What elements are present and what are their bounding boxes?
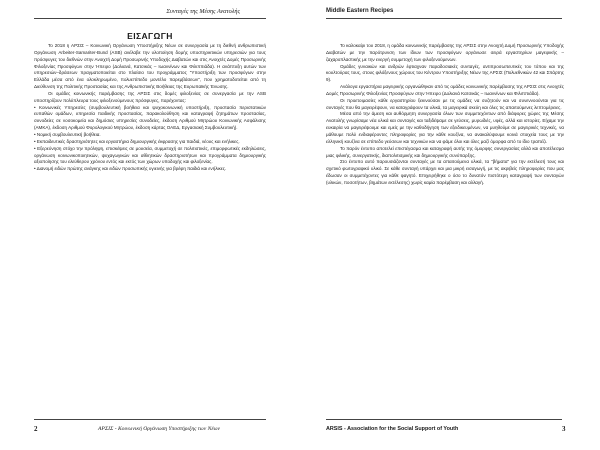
footer-rule	[34, 419, 266, 420]
header-rule	[326, 18, 562, 19]
bullet-item: • Νομική συμβουλευτική βοήθεια.	[34, 131, 101, 137]
running-head: Συνταγές της Μέσης Ανατολής	[166, 8, 240, 15]
paragraph: Ομάδες γυναικών και ανδρών έφτιαχναν παραδοσιακές συνταγές, αντιπροσωπευτικές του τόπου και της κουλτούρας τους, στους φιλόξενους χώρους του Κέντρου Υποστήριξης Νέων της ΑΡΣΙΣ (Πολυεθνικών 42 και Σπάρτης 9).	[326, 63, 564, 83]
paragraph: Στο έντυπο αυτό παρουσιάζονται συνταγές με τα απαιτούμενα υλικά, τα "βήματα" για την εκτέλεσή τους και σχετικό φωτογραφικό υλικό. Σε κάθε συνταγή υπάρχει και μια μικρή εισαγωγή, με τις ακριβείς πληροφορίες που μας έδωσαν οι συμμετέχοντες για κάθε φαγητό. Επιχειρήθηκε ο όσο το δυνατόν πιστότερη καταγραφή των συνταγών (υλικών, ποσοτήτων, βημάτων εκτέλεσης) χωρίς καμία παρέμβαση και αλλαγή.	[326, 159, 564, 185]
right-page	[300, 0, 600, 450]
paragraph: Ανάλογα εργαστήρια μαγειρικής οργανώθηκαν από τις ομάδες κοινωνικής παρέμβασης της ΑΡΣΙΣ στις Ανοιχτές Δομές Προσωρινής Φιλοξενίας Προσφύγων στην Ήπειρο (Δολιανά Κατσικάς – Ιωαννίνων και Φιλιππιάδα).	[326, 84, 565, 96]
paragraph: Το 2018 η ΑΡΣΙΣ – Κοινωνική Οργάνωση Υποστήριξης Νέων σε συνεργασία με τη διεθνή ανθρωπιστική Οργάνωση Arbeiter-Samariter-Bund (ASB) ανέλαβε την υλοποίηση δομής υποστηρικτικών υπηρεσιών για τους πρόσφυγες του διεθνών στην Ανοιχτή Δομή Προσωρινής Υποδοχής Διαβατών και στις Ανοιχτές Δομές Προσωρινής Φιλοξενίας Προσφύγων στην Ήπειρο (Δολιανά, Κατσικάς – Ιωαννίνων και Φιλιππιάδα). Η ανάπτυξη αυτών των υπηρεσιών–δράσεων πραγματοποιείται στο πλαίσιο του προγράμματος "Υποστήριξη των προσφύγων στην Ελλάδα μέσα από ένα ολοκληρωμένο, πολυεπίπεδο μοντέλο παρεμβάσεων", που χρηματοδοτείται από τη Διεύθυνση της Πολιτικής Προστασίας και της Ανθρωπιστικής Βοήθειας της Ευρωπαϊκής Ένωσης.	[34, 43, 266, 90]
paragraph: Οι ομάδες κοινωνικής παρέμβασης της ΑΡΣΙΣ στις δομές φιλοξενίας σε συνεργασία με την ASB υποστηρίζουν πολύπλευρα τους φιλοξενούμενους πρόσφυγες, παρέχοντας:	[34, 90, 266, 103]
page-number: 2	[34, 425, 38, 433]
header-rule	[34, 18, 266, 19]
body-text	[34, 43, 266, 173]
bullet-item: • Εκπαιδευτικές δραστηριότητες και εργαστήρια δημιουργικής έκφρασης για παιδιά, νέους και ενήλικες.	[34, 138, 240, 144]
body-text	[326, 43, 564, 187]
bullet-item: • Κοινωνικές Υπηρεσίες (συμβουλευτική βοήθεια και ψυχοκοινωνική υποστήριξη, προστασία περιστατικών ευπαθών ομάδων, υπηρεσία παιδικής προστασίας, παρακολούθηση και καταγραφή ζητημάτων προστασίας, συνοδείες σε νοσοκομεία και δημόσιες υπηρεσίες συνοδείες, έκδοση Αριθμού Μητρώου Κοινωνικής Ασφάλισης (ΑΜΚΑ), έκδοση Αριθμού Φορολογικού Μητρώου, έκδοση κάρτας ΟΑΕΔ, Εργασιακή Συμβουλευτική).	[34, 104, 266, 131]
running-foot: ΑΡΣΙΣ - Κοινωνική Οργάνωση Υποστήριξης των Νέων	[98, 426, 221, 432]
section-title: ΕΙΣΑΓΩΓΗ	[127, 30, 173, 41]
footer-rule	[326, 419, 562, 420]
page-number: 3	[562, 425, 566, 433]
bullet-item: • Διανομή ειδών πρώτης ανάγκης και ειδών προσωπικής υγιεινής για βρέφη παιδιά και ενήλικες.	[34, 166, 227, 172]
paragraph: Μέσα από την άμεση και αυθόρμητη συνεργασία όλων των συμμετεχόντων από διάφορες χώρες της Μέσης Ανατολής γνωρίσαμε νέα υλικά και συνταγές και ταξιδέψαμε σε γεύσεις, μυρωδιές, υφές, αλλά και ιστορίες. Είχαμε την ευκαιρία να μαγειρέψουμε και εμείς με την καθοδήγηση των εξειδικευμένων, να μυηθούμε σε μαγειρικές τεχνικές, να μάθουμε πολύ ενδιαφέροντες πληροφορίες για την κάθε κουζίνα, να ανακαλύψουμε κοινά στοιχεία τους με την ελληνική κουζίνα σε επίπεδο γεύσεων και τεχνικών και να φάμε όλοι και όλες μαζί όμορφα από το ίδιο τραπέζι.	[326, 111, 564, 144]
paragraph: Το παρόν έντυπο αποτελεί επιστέγασμα και καταγραφή αυτής της όμορφης συνεργασίας αλλά και αποτέλεσμα μιας φιλικής, συνεργατικής, διαπολιτισμικής και δημιουργικής συνύπαρξης.	[326, 145, 564, 158]
paragraph: Το καλοκαίρι του 2018, η ομάδα κοινωνικής παρέμβασης της ΑΡΣΙΣ στην Ανοιχτή Δομή Προσωρινής Υποδοχής Διαβατών με την παρότρυνση των ίδιων των προσφύγων οργάνωσε σειρά εργαστηρίων μαγειρικής – ζαχαροπλαστικής με την ενεργή συμμετοχή των φιλοξενούμενων.	[326, 43, 564, 62]
bullet-item: • Εξερεύνηση στόχο την πρόληψη, επισκέψεις σε μουσεία, συμμετοχή σε πολιτιστικές, επιμορφωτικές εκδηλώσεις, οργάνωση κοινωνικοποιητικών, ψυχαγωγικών και αθλητικών δραστηριοτήτων και προγράμματα δημιουργικής αξιοποίησης του ελεύθερου χρόνου εντός και εκτός των χώρων υποδοχής και φιλοξενίας.	[34, 145, 266, 165]
running-head: Middle Eastern Recipes	[326, 8, 394, 14]
running-foot: ARSIS - Association for the Social Support of Youth	[326, 426, 459, 432]
paragraph: Οι προετοιμασίες κάθε εργαστηρίου ξεκινούσαν με τις ομάδες να συζητούν και να συνεννοούνται για τις συνταγές που θα μαγειρέψουν, να καταγράφουν τα υλικά, τα μαγειρικά σκεύη και όλες τις απαιτούμενες λεπτομέρειες.	[326, 97, 564, 110]
